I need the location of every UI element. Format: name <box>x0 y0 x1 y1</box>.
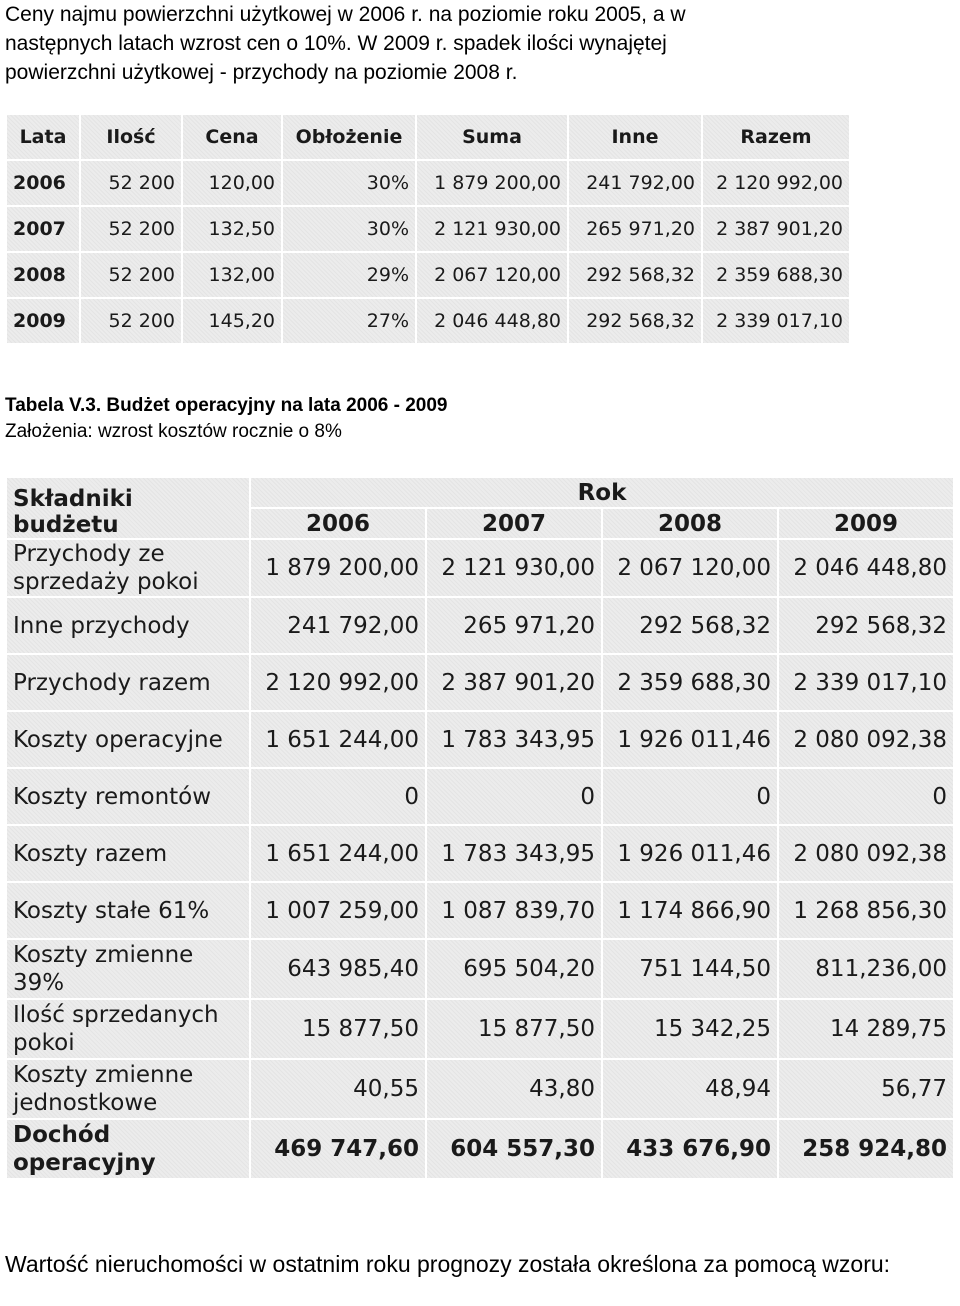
table-cell: 2007 <box>6 206 80 252</box>
table-cell: 132,50 <box>182 206 282 252</box>
table-cell: 56,77 <box>778 1059 954 1119</box>
table-cell: 1 007 259,00 <box>250 882 426 939</box>
table-cell: 265 971,20 <box>426 597 602 654</box>
row-label: Koszty razem <box>6 825 250 882</box>
table-cell: 2 359 688,30 <box>702 252 850 298</box>
caption-subtitle: Założenia: wzrost kosztów rocznie o 8% <box>5 421 342 442</box>
table-cell: 27% <box>282 298 416 344</box>
year-header: 2009 <box>778 508 954 539</box>
row-label: Przychody ze sprzedaży pokoi <box>6 539 250 597</box>
table-row <box>6 882 954 939</box>
table-cell: 1 174 866,90 <box>602 882 778 939</box>
table-cell: 15 877,50 <box>426 999 602 1059</box>
table-cell: 643 985,40 <box>250 939 426 999</box>
table-row <box>6 654 954 711</box>
table-cell: 15 877,50 <box>250 999 426 1059</box>
table-cell: 30% <box>282 206 416 252</box>
table-cell: 1 783 343,95 <box>426 825 602 882</box>
intro-paragraph <box>5 0 955 87</box>
table-header-row <box>6 477 954 508</box>
table-cell: 1 879 200,00 <box>250 539 426 597</box>
row-label: Koszty stałe 61% <box>6 882 250 939</box>
table-cell: 120,00 <box>182 160 282 206</box>
table-cell: 2 120 992,00 <box>702 160 850 206</box>
table-cell: 292 568,32 <box>568 298 702 344</box>
table-row <box>6 825 954 882</box>
table-cell: 469 747,60 <box>250 1119 426 1179</box>
table-cell: 30% <box>282 160 416 206</box>
table-cell: 52 200 <box>80 298 182 344</box>
table-row <box>6 252 850 298</box>
table-cell: 1 087 839,70 <box>426 882 602 939</box>
table-cell: 132,00 <box>182 252 282 298</box>
closing-paragraph: Wartość nieruchomości w ostatnim roku prognozy została określona za pomocą wzoru: <box>5 1251 891 1277</box>
group-header: Rok <box>250 477 954 508</box>
table-cell: 2 120 992,00 <box>250 654 426 711</box>
revenue-table <box>5 113 851 345</box>
table-row <box>6 160 850 206</box>
table-cell: 52 200 <box>80 206 182 252</box>
table-cell: 2 387 901,20 <box>426 654 602 711</box>
row-label: Koszty zmienne 39% <box>6 939 250 999</box>
table-cell: 241 792,00 <box>250 597 426 654</box>
table-cell: 604 557,30 <box>426 1119 602 1179</box>
table-row <box>6 1119 954 1179</box>
row-label: Ilość sprzedanych pokoi <box>6 999 250 1059</box>
table-cell: 292 568,32 <box>778 597 954 654</box>
row-label: Koszty remontów <box>6 768 250 825</box>
table-cell: 2 046 448,80 <box>778 539 954 597</box>
table-cell: 751 144,50 <box>602 939 778 999</box>
table-row <box>6 539 954 597</box>
budget-table <box>5 476 955 1180</box>
year-header: 2008 <box>602 508 778 539</box>
table-cell: 1 926 011,46 <box>602 711 778 768</box>
row-label: Przychody razem <box>6 654 250 711</box>
table-cell: 1 879 200,00 <box>416 160 568 206</box>
row-label: Koszty operacyjne <box>6 711 250 768</box>
table-cell: 2 339 017,10 <box>702 298 850 344</box>
table-cell: 2 080 092,38 <box>778 825 954 882</box>
column-header: Inne <box>568 114 702 160</box>
column-header: Lata <box>6 114 80 160</box>
table-cell: 2 046 448,80 <box>416 298 568 344</box>
column-header: Cena <box>182 114 282 160</box>
table-cell: 2 121 930,00 <box>416 206 568 252</box>
year-header: 2007 <box>426 508 602 539</box>
row-label: Inne przychody <box>6 597 250 654</box>
table-cell: 0 <box>250 768 426 825</box>
table-caption <box>5 393 448 445</box>
table-cell: 2 067 120,00 <box>416 252 568 298</box>
table-cell: 1 651 244,00 <box>250 825 426 882</box>
table-cell: 0 <box>602 768 778 825</box>
table-cell: 48,94 <box>602 1059 778 1119</box>
table-row <box>6 711 954 768</box>
column-header: Razem <box>702 114 850 160</box>
table-cell: 2 359 688,30 <box>602 654 778 711</box>
column-header: Obłożenie <box>282 114 416 160</box>
table-cell: 2 067 120,00 <box>602 539 778 597</box>
table-cell: 15 342,25 <box>602 999 778 1059</box>
table-row <box>6 768 954 825</box>
table-cell: 2 080 092,38 <box>778 711 954 768</box>
table-cell: 433 676,90 <box>602 1119 778 1179</box>
table-cell: 40,55 <box>250 1059 426 1119</box>
table-cell: 292 568,32 <box>568 252 702 298</box>
table-cell: 2008 <box>6 252 80 298</box>
intro-line: powierzchni użytkowej - przychody na poziomie 2008 r. <box>5 61 518 84</box>
table-cell: 0 <box>426 768 602 825</box>
table-cell: 1 651 244,00 <box>250 711 426 768</box>
column-header: Ilość <box>80 114 182 160</box>
table-row <box>6 999 954 1059</box>
row-label: Koszty zmienne jednostkowe <box>6 1059 250 1119</box>
table-cell: 265 971,20 <box>568 206 702 252</box>
table-cell: 0 <box>778 768 954 825</box>
year-header: 2006 <box>250 508 426 539</box>
table-row <box>6 1059 954 1119</box>
table-cell: 2 387 901,20 <box>702 206 850 252</box>
table-cell: 2006 <box>6 160 80 206</box>
table-cell: 811,236,00 <box>778 939 954 999</box>
caption-title: Tabela V.3. Budżet operacyjny na lata 2006 - 2009 <box>5 395 448 416</box>
table-cell: 2 339 017,10 <box>778 654 954 711</box>
table-cell: 292 568,32 <box>602 597 778 654</box>
table-cell: 52 200 <box>80 160 182 206</box>
table-row <box>6 939 954 999</box>
table-cell: 29% <box>282 252 416 298</box>
table-cell: 241 792,00 <box>568 160 702 206</box>
table-cell: 43,80 <box>426 1059 602 1119</box>
table-row <box>6 298 850 344</box>
row-label: Dochód operacyjny <box>6 1119 250 1179</box>
table-cell: 1 926 011,46 <box>602 825 778 882</box>
table-cell: 1 783 343,95 <box>426 711 602 768</box>
table-cell: 52 200 <box>80 252 182 298</box>
table-cell: 258 924,80 <box>778 1119 954 1179</box>
table-cell: 2009 <box>6 298 80 344</box>
corner-header: Składniki budżetu <box>6 477 250 539</box>
table-cell: 695 504,20 <box>426 939 602 999</box>
intro-line: następnych latach wzrost cen o 10%. W 2009 r. spadek ilości wynajętej <box>5 32 667 55</box>
column-header: Suma <box>416 114 568 160</box>
table-header-row <box>6 114 850 160</box>
table-row <box>6 206 850 252</box>
table-cell: 2 121 930,00 <box>426 539 602 597</box>
table-cell: 1 268 856,30 <box>778 882 954 939</box>
intro-line: Ceny najmu powierzchni użytkowej w 2006 r. na poziomie roku 2005, a w <box>5 3 686 26</box>
table-row <box>6 597 954 654</box>
table-cell: 14 289,75 <box>778 999 954 1059</box>
table-cell: 145,20 <box>182 298 282 344</box>
